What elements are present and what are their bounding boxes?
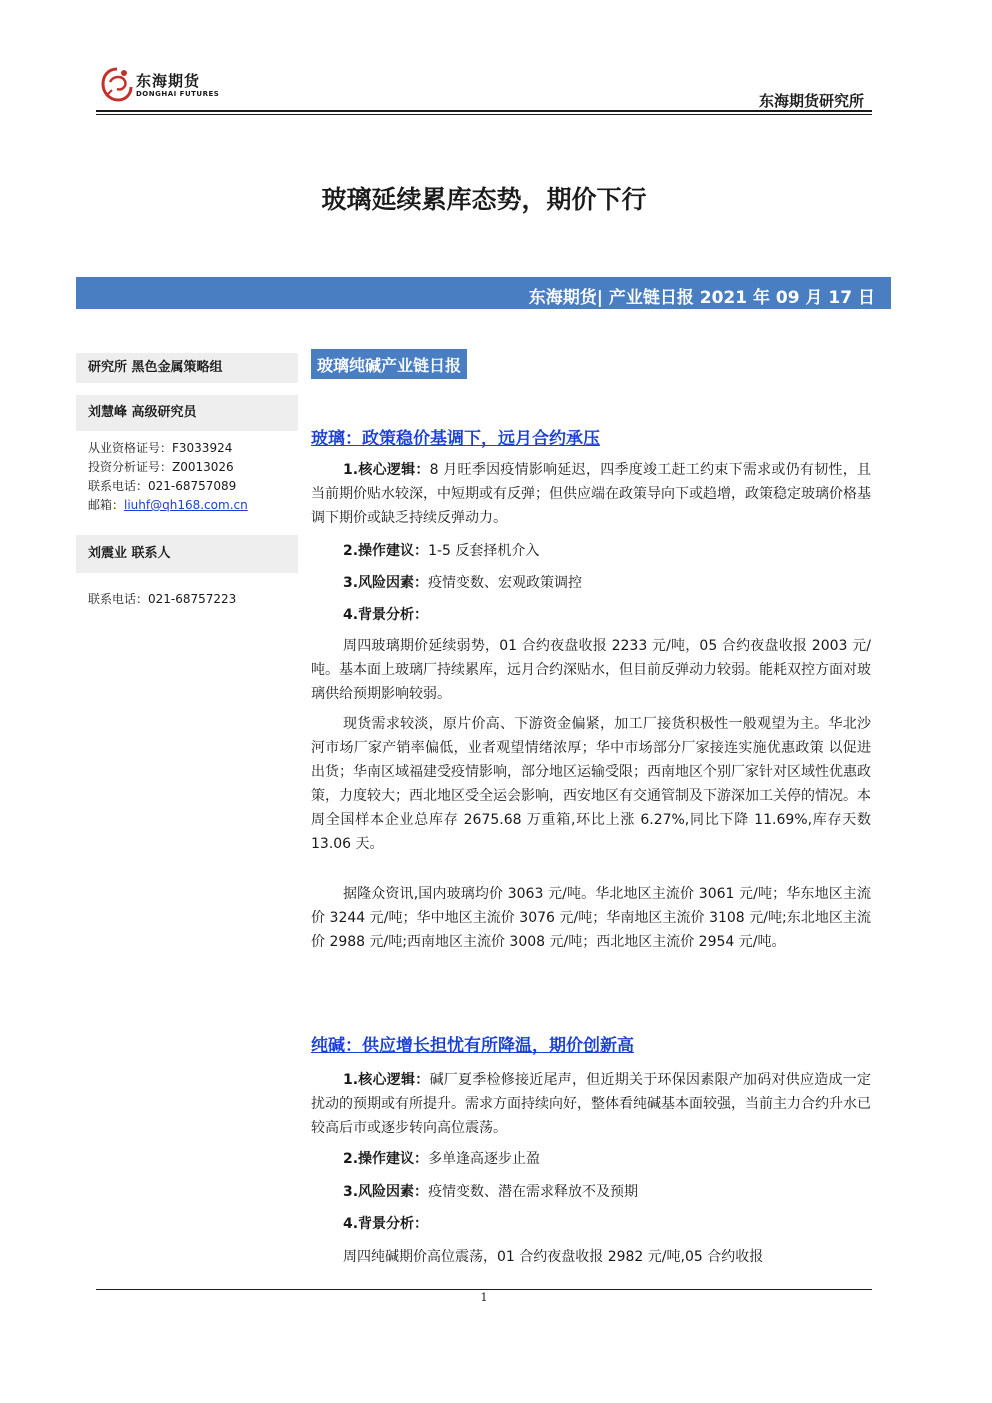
soda-risk-text: 疫情变数、潜在需求释放不及预期 — [428, 1184, 639, 1200]
sidebar-contact-head: 刘震业 联系人 — [76, 535, 298, 573]
glass-risk — [343, 572, 582, 592]
glass-logic-label: 1.核心逻辑： — [343, 462, 430, 478]
report-date-text: 东海期货| 产业链日报 2021 年 09 月 17 日 — [528, 288, 875, 308]
soda-core-logic — [311, 1068, 871, 1140]
section-title-soda[interactable]: 纯碱：供应增长担忧有所降温，期价创新高 — [311, 1036, 634, 1056]
logo-text-en: DONGHAI FUTURES — [136, 90, 220, 98]
glass-advice-text: 1-5 反套择机介入 — [428, 543, 540, 559]
glass-bg-label-text: 4.背景分析： — [343, 607, 429, 623]
dragon-logo-icon — [100, 66, 134, 104]
email-label: 邮箱： — [88, 498, 125, 512]
glass-advice — [343, 540, 539, 560]
header-rule-thin — [96, 114, 872, 115]
page-number: 1 — [480, 1291, 488, 1304]
soda-bg-label-text: 4.背景分析： — [343, 1216, 429, 1232]
soda-logic-text: 碱厂夏季检修接近尾声，但近期关于环保因素限产加码对供应造成一定扰动的预期或有所提升。需求方面持续向好，整体看纯碱基本面较强，当前主力合约升水已较高后市或逐步转向高位震荡。 — [311, 1072, 872, 1136]
sidebar-analyst-head: 刘慧峰 高级研究员 — [76, 395, 298, 431]
soda-logic-label: 1.核心逻辑： — [343, 1072, 430, 1088]
glass-bg-paragraph: 据隆众资讯,国内玻璃均价 3063 元/吨。华北地区主流价 3061 元/吨；华东地区主流价 3244 元/吨；华中地区主流价 3076 元/吨；华南地区主流价 3108 元/吨;东北地区主流价 2988 元/吨;西南地区主流价 3008 元/吨；西北地区主流价 2954 元/吨。 — [311, 886, 871, 950]
glass-logic-text: 8 月旺季因疫情影响延迟，四季度竣工赶工约束下需求或仍有韧性，且当前期价贴水较深，中短期或有反弹；但供应端在政策导向下或趋增，政策稳定玻璃价格基调下期价或缺乏持续反弹动力。 — [311, 462, 871, 526]
soda-bg-paragraph: 周四纯碱期价高位震荡，01 合约夜盘收报 2982 元/吨,05 合约收报 — [343, 1249, 764, 1265]
sidebar-analyst-line: 投资分析证号：Z0013026 — [88, 460, 234, 474]
footer-rule — [96, 1289, 872, 1290]
glass-bg-paragraph: 周四玻璃期价延续弱势，01 合约夜盘收报 2233 元/吨，05 合约夜盘收报 2003 元/吨。基本面上玻璃厂持续累库，远月合约深贴水，但目前反弹动力较弱。能耗双控方面对玻璃供给预期影响较弱。 — [311, 638, 871, 702]
glass-bg-paragraph: 现货需求较淡，原片价高、下游资金偏紧，加工厂接货积极性一般观望为主。华北沙河市场厂家产销率偏低，业者观望情绪浓厚；华中市场部分厂家接连实施优惠政策 以促进出货；华南区域福建受疫情影响，部分地区运输受限；西南地区个别厂家针对区域性优惠政策，力度较大；西北地区受全运会影响，西安地区有交通管制及下游深加工关停的情况。本周全国样本企业总库存 2675.68 万重箱,环比上涨 6.27%,同比下降 11.69%,库存天数 13.06 天。 — [311, 716, 871, 852]
section-title-glass[interactable]: 玻璃：政策稳价基调下，远月合约承压 — [311, 429, 600, 449]
sidebar-analyst-line: 从业资格证号：F3033924 — [88, 441, 233, 455]
header-rule — [96, 110, 872, 112]
glass-advice-label: 2.操作建议： — [343, 543, 429, 559]
soda-bg-label — [343, 1213, 428, 1233]
company-logo — [100, 66, 230, 106]
soda-risk-label: 3.风险因素： — [343, 1184, 429, 1200]
email-link[interactable]: liuhf@qh168.com.cn — [124, 498, 248, 512]
glass-core-logic — [311, 458, 871, 530]
document-title: 玻璃延续累库态势，期价下行 — [321, 185, 647, 214]
report-tag: 玻璃纯碱产业链日报 — [311, 349, 467, 379]
header-institute: 东海期货研究所 — [758, 92, 864, 110]
sidebar-dept: 研究所 黑色金属策略组 — [76, 353, 298, 383]
glass-risk-text: 疫情变数、宏观政策调控 — [428, 575, 583, 591]
glass-bg-label — [343, 604, 428, 624]
soda-risk — [343, 1181, 638, 1201]
soda-advice — [343, 1148, 540, 1168]
sidebar-contact-phone: 联系电话：021-68757223 — [88, 592, 237, 606]
sidebar-email-row — [88, 496, 248, 513]
sidebar-analyst-line: 联系电话：021-68757089 — [88, 479, 237, 493]
soda-advice-text: 多单逢高逐步止盈 — [428, 1151, 541, 1167]
report-date-band — [76, 277, 891, 309]
soda-advice-label: 2.操作建议： — [343, 1151, 429, 1167]
logo-text-cn: 东海期货 — [136, 72, 201, 90]
glass-risk-label: 3.风险因素： — [343, 575, 429, 591]
